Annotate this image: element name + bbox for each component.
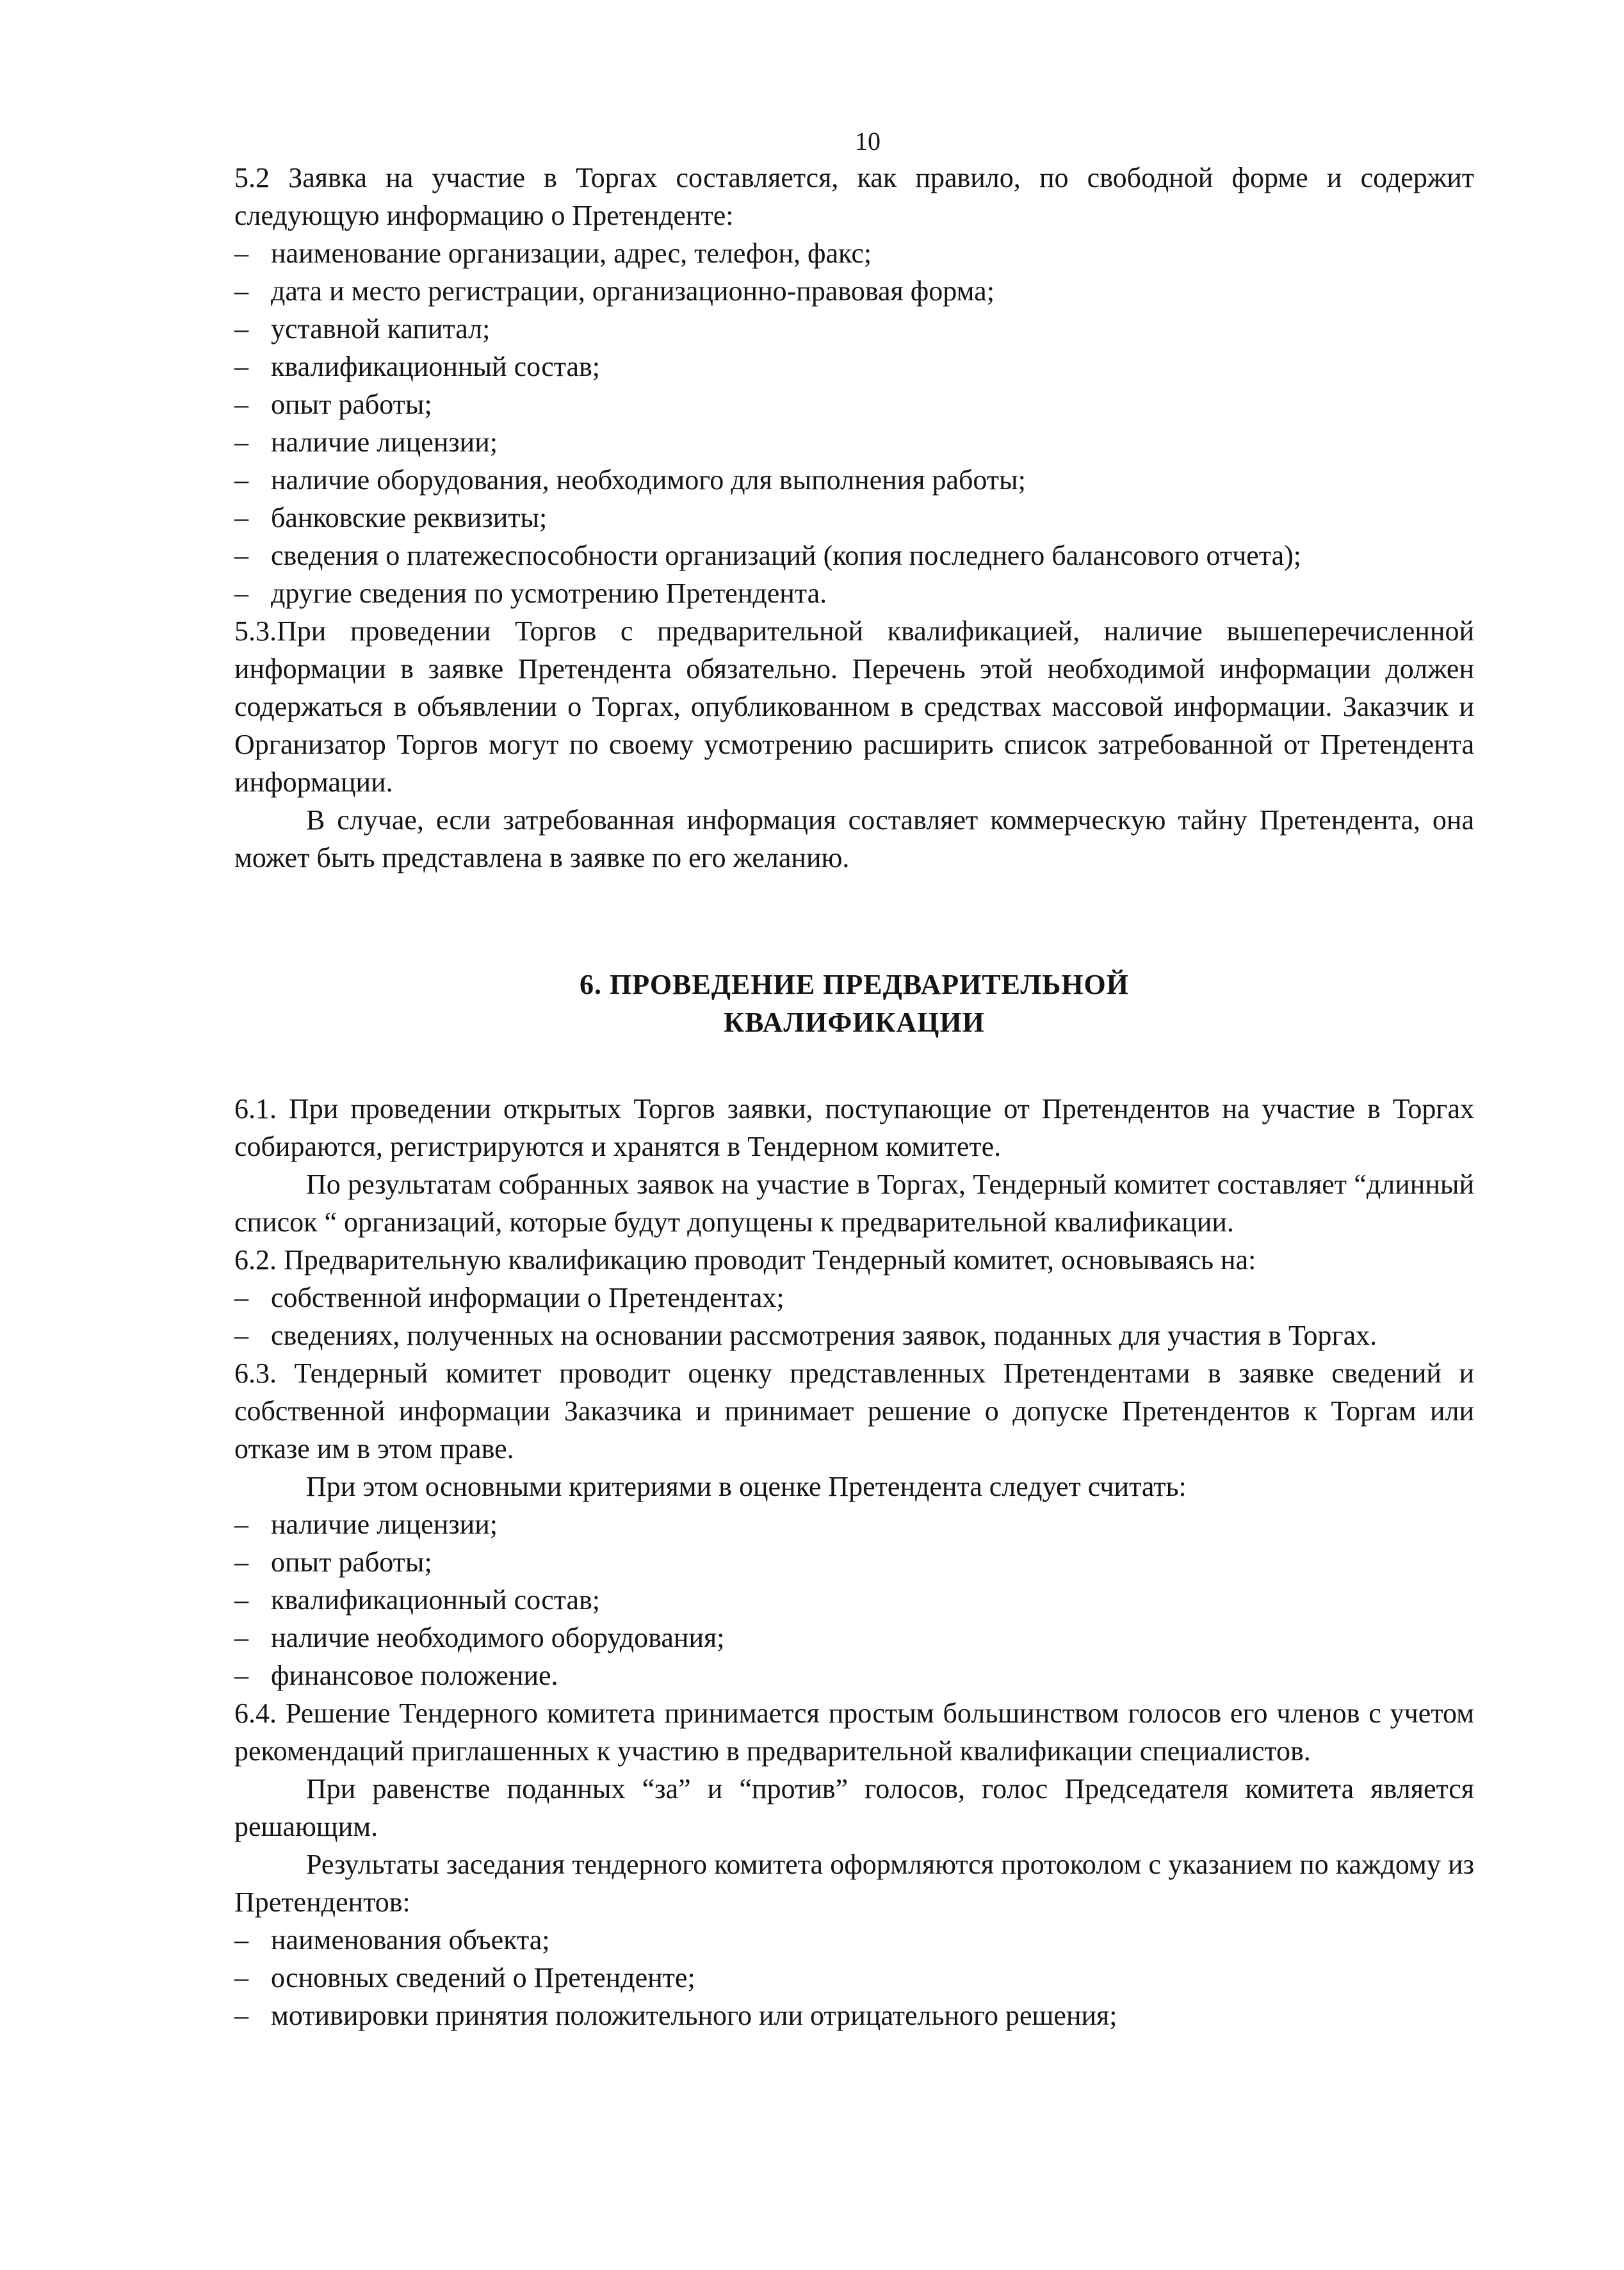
list-item: – финансовое положение. [234, 1657, 1474, 1694]
list-item: – другие сведения по усмотрению Претендента. [234, 574, 1474, 612]
list-item: – сведения о платежеспособности организаций (копия последнего балансового отчета); [234, 537, 1474, 574]
section-6-title-line2: КВАЛИФИКАЦИИ [724, 1007, 985, 1038]
list-item: – наименования объекта; [234, 1921, 1474, 1959]
section-6-title-line1: 6. ПРОВЕДЕНИЕ ПРЕДВАРИТЕЛЬНОЙ [579, 969, 1130, 1000]
list-item: – сведениях, полученных на основании рассмотрения заявок, поданных для участия в Торгах. [234, 1317, 1474, 1354]
list-item: – уставной капитал; [234, 310, 1474, 348]
list-item: – наличие лицензии; [234, 1505, 1474, 1543]
paragraph-5-3: 5.3.При проведении Торгов с предварительной квалификацией, наличие вышеперечисленной информации в заявке Претендента обязательно. Перечень этой необходимой информации должен содержаться в объявлении о Торгах, опубликованном в средствах массовой информации. Заказчик и Организатор Торгов могут по своему усмотрению расширить список затребованной от Претендента информации. [234, 615, 1474, 798]
document-body [234, 159, 1474, 2034]
list-item: – наличие необходимого оборудования; [234, 1619, 1474, 1657]
list-item: – наименование организации, адрес, телефон, факс; [234, 234, 1474, 272]
section-6-heading [234, 877, 1474, 1090]
paragraph-5-3-note: В случае, если затребованная информация составляет коммерческую тайну Претендента, она может быть представлена в заявке по его желанию. [234, 804, 1474, 873]
list-item: – собственной информации о Претендентах; [234, 1279, 1474, 1317]
list-item: – опыт работы; [234, 385, 1474, 423]
list-6-3 [234, 1505, 1474, 1694]
list-item: – дата и место регистрации, организационно-правовая форма; [234, 272, 1474, 310]
list-item: – квалификационный состав; [234, 1581, 1474, 1619]
list-6-4 [234, 1921, 1474, 2034]
list-item: – наличие оборудования, необходимого для выполнения работы; [234, 461, 1474, 499]
list-item: – основных сведений о Претенденте; [234, 1959, 1474, 1997]
paragraph-6-3: 6.3. Тендерный комитет проводит оценку представленных Претендентами в заявке сведений и собственной информации Заказчика и принимает решение о допуске Претендентов к Торгам или отказе им в этом праве. [234, 1358, 1474, 1464]
paragraph-6-1-b: По результатам собранных заявок на участие в Торгах, Тендерный комитет составляет “длинный список “ организаций, которые будут допущены к предварительной квалификации. [234, 1169, 1474, 1238]
list-item: – наличие лицензии; [234, 423, 1474, 461]
paragraph-6-4: 6.4. Решение Тендерного комитета принимается простым большинством голосов его членов с учетом рекомендаций приглашенных к участию в предварительной квалификации специалистов. [234, 1698, 1474, 1767]
paragraph-6-4-c: Результаты заседания тендерного комитета оформляются протоколом с указанием по каждому из Претендентов: [234, 1849, 1474, 1918]
list-item: – квалификационный состав; [234, 348, 1474, 385]
paragraph-6-4-b: При равенстве поданных “за” и “против” голосов, голос Председателя комитета является решающим. [234, 1773, 1474, 1842]
paragraph-6-1: 6.1. При проведении открытых Торгов заявки, поступающие от Претендентов на участие в Торгах собираются, регистрируются и хранятся в Тендерном комитете. [234, 1093, 1474, 1162]
page-number: 10 [855, 127, 881, 156]
paragraph-5-2: 5.2 Заявка на участие в Торгах составляется, как правило, по свободной форме и содержит следующую информацию о Претенденте: [234, 162, 1474, 231]
list-item: – опыт работы; [234, 1543, 1474, 1581]
paragraph-6-3-b: При этом основными критериями в оценке Претендента следует считать: [306, 1471, 1187, 1502]
list-item: – мотивировки принятия положительного или отрицательного решения; [234, 1997, 1474, 2034]
list-item: – банковские реквизиты; [234, 499, 1474, 537]
list-6-2 [234, 1279, 1474, 1354]
list-5-2 [234, 234, 1474, 612]
paragraph-6-2: 6.2. Предварительную квалификацию проводит Тендерный комитет, основываясь на: [234, 1244, 1256, 1276]
